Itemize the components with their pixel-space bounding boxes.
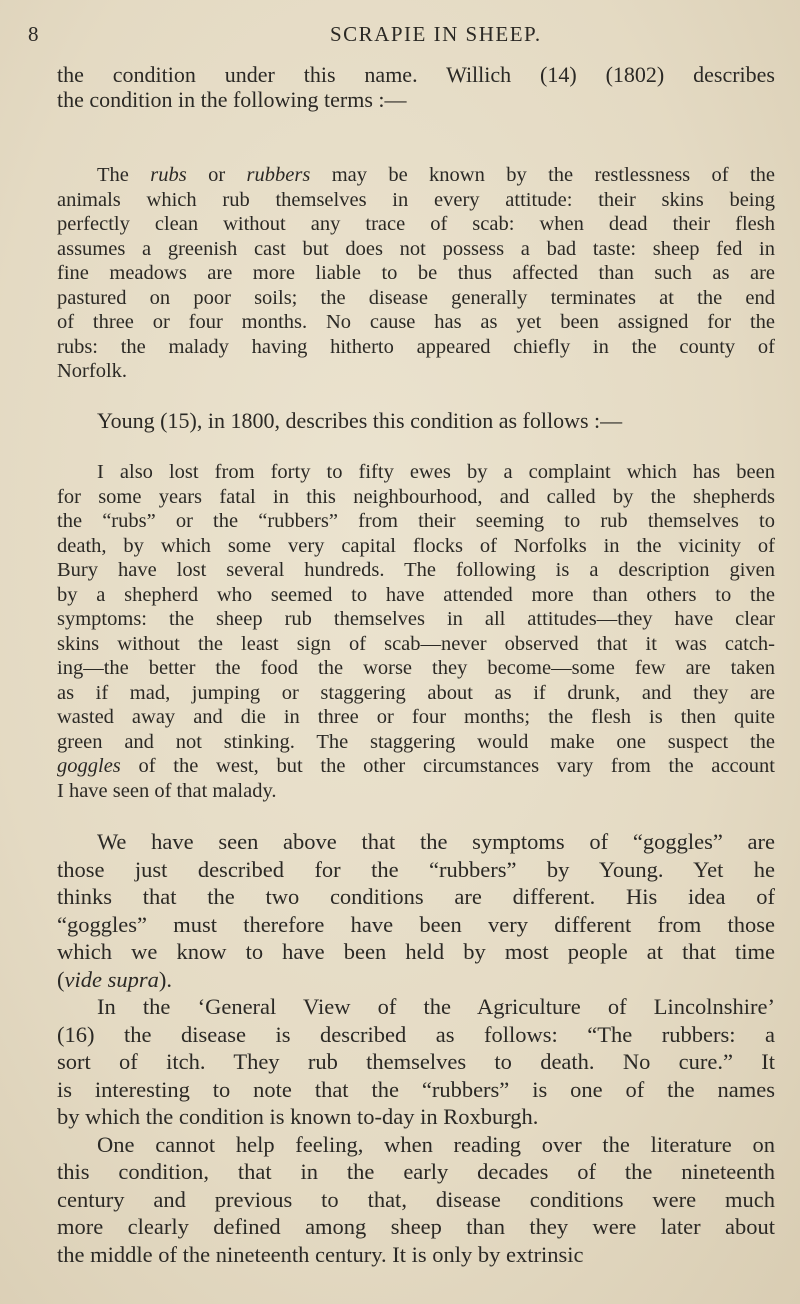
text-segment: may be known by the restlessness of the (310, 164, 776, 186)
text-line: the middle of the nineteenth century. It is only by extrinsic (57, 1241, 584, 1267)
text-line (57, 754, 775, 779)
text-line: wasted away and die in three or four months; the flesh is then quite (57, 706, 775, 728)
text-line: Young (15), in 1800, describes this condition as follows :— (97, 408, 623, 433)
text-line: is interesting to note that the “rubbers” is one of the names (57, 1076, 775, 1102)
text-line: as if mad, jumping or staggering about as if drunk, and they are (57, 681, 775, 704)
text-segment: of the west, but the other circumstances vary from the account (120, 755, 775, 777)
text-line: assumes a greenish cast but does not possess a bad taste: sheep fed in (57, 237, 775, 260)
text-line: skins without the least sign of scab—never observed that it was catch- (57, 632, 775, 655)
text-line: for some years fatal in this neighbourhood, and called by the shepherds (57, 485, 775, 508)
text-line: I also lost from forty to fifty ewes by a complaint which has been (97, 461, 775, 483)
text-line: century and previous to that, disease conditions were much (57, 1186, 775, 1212)
text-line: green and not stinking. The staggering would make one suspect the (57, 730, 775, 753)
text-line: (16) the disease is described as follows: “The rubbers: a (57, 1021, 775, 1047)
intro-paragraph (57, 62, 775, 112)
young-quotation (57, 460, 775, 803)
text-line (57, 163, 775, 188)
italic-text: rubs (150, 164, 187, 186)
text-line: Norfolk. (57, 360, 128, 382)
text-line: more clearly defined among sheep than they were later about (57, 1214, 775, 1239)
italic-text: goggles (57, 755, 121, 777)
text-segment: ( (57, 966, 65, 992)
text-line: by which the condition is known to-day in Roxburgh. (57, 1104, 539, 1129)
text-line: Bury have lost several hundreds. The following is a description given (57, 559, 775, 581)
discussion-paragraphs (57, 828, 775, 1268)
text-segment: or (186, 164, 247, 186)
text-line: thinks that the two conditions are different. His idea of (57, 884, 775, 909)
text-line: fine meadows are more liable to be thus affected than such as are (57, 262, 775, 284)
text-line: “goggles” must therefore have been very different from those (57, 911, 775, 937)
page-number: 8 (28, 22, 40, 46)
text-line: We have seen above that the symptoms of “goggles” are (97, 829, 775, 854)
young-intro-paragraph (57, 408, 775, 433)
text-line: the condition under this name. Willich (14) (1802) describes (57, 62, 775, 87)
text-line: of three or four months. No cause has as yet been assigned for the (57, 311, 775, 333)
text-line: rubs: the malady having hitherto appeared chiefly in the county of (57, 335, 775, 358)
running-title: SCRAPIE IN SHEEP. (330, 22, 542, 46)
text-line: perfectly clean without any trace of scab: when dead their flesh (57, 213, 775, 235)
italic-text: rubbers (246, 164, 311, 186)
text-segment: The (97, 164, 151, 186)
text-segment: ). (158, 966, 172, 992)
text-line (57, 966, 775, 994)
text-line: animals which rub themselves in every attitude: their skins being (57, 188, 775, 211)
text-line: by a shepherd who seemed to have attended more than others to the (57, 583, 775, 606)
text-line: death, by which some very capital flocks of Norfolks in the vicinity of (57, 534, 775, 557)
text-line: this condition, that in the early decades of the nineteenth (57, 1159, 775, 1184)
text-line: which we know to have been held by most people at that time (57, 939, 775, 964)
text-line: One cannot help feeling, when reading over the literature on (97, 1131, 775, 1157)
text-line: those just described for the “rubbers” by Young. Yet he (57, 856, 775, 882)
text-line: sort of itch. They rub themselves to death. No cure.” It (57, 1049, 775, 1074)
italic-text: vide supra (64, 966, 159, 992)
text-line: symptoms: the sheep rub themselves in all attitudes—they have clear (57, 608, 775, 630)
text-line: the condition in the following terms :— (57, 87, 407, 112)
text-line: ing—the better the food the worse they become—some few are taken (57, 657, 775, 679)
text-line: the “rubs” or the “rubbers” from their seeming to rub themselves to (57, 510, 775, 532)
willich-quotation (57, 163, 775, 384)
text-line: pastured on poor soils; the disease generally terminates at the end (57, 286, 775, 309)
text-line: I have seen of that malady. (57, 779, 277, 802)
text-line: In the ‘General View of the Agriculture of Lincolnshire’ (97, 994, 775, 1019)
